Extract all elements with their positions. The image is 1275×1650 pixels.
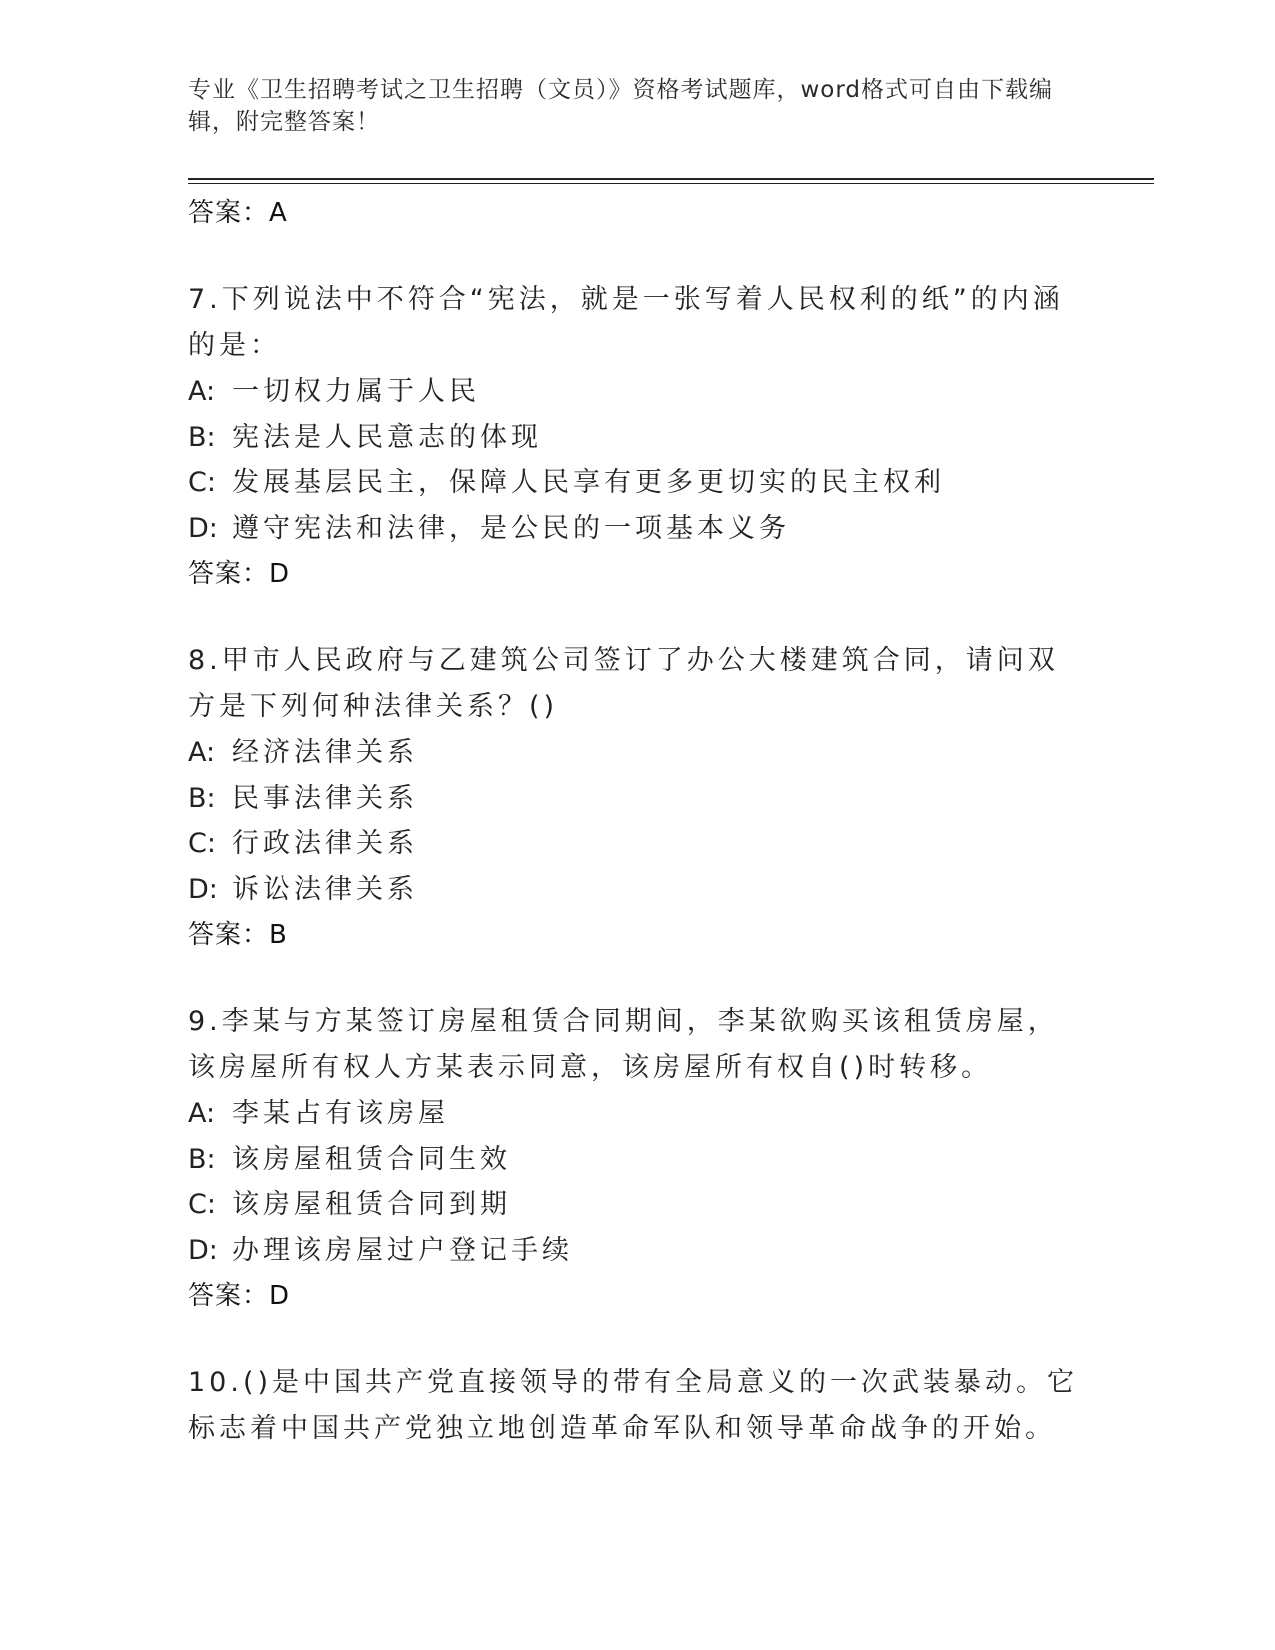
option-c xyxy=(188,460,1088,506)
option-letter: B: xyxy=(188,782,216,814)
option-a xyxy=(188,730,1088,776)
question-10 xyxy=(188,1360,1088,1452)
option-b xyxy=(188,415,1088,461)
question-answer: 答案：D xyxy=(188,559,291,589)
option-letter: A: xyxy=(188,737,216,768)
question-stem: 7.下列说法中不符合“宪法，就是一张写着人民权利的纸”的内涵的是： xyxy=(188,284,1064,361)
option-d xyxy=(188,1228,1088,1274)
question-7 xyxy=(188,277,1088,597)
option-letter: C: xyxy=(188,1189,216,1220)
question-answer: 答案：D xyxy=(188,1281,291,1311)
option-text: 经济法律关系 xyxy=(232,737,418,768)
question-list xyxy=(188,190,1088,1452)
option-text: 遵守宪法和法律，是公民的一项基本义务 xyxy=(232,512,790,544)
option-letter: D: xyxy=(188,512,218,544)
option-b xyxy=(188,1137,1088,1183)
option-letter: D: xyxy=(188,1234,218,1266)
option-text: 该房屋租赁合同到期 xyxy=(232,1189,511,1220)
header-divider-thin xyxy=(188,183,1154,184)
option-letter: D: xyxy=(188,873,218,905)
question-stem: 9.李某与方某签订房屋租赁合同期间，李某欲购买该租赁房屋，该房屋所有权人方某表示同意，该房屋所有权自()时转移。 xyxy=(188,1006,1059,1083)
question-stem: 8.甲市人民政府与乙建筑公司签订了办公大楼建筑合同，请问双方是下列何种法律关系？() xyxy=(188,645,1059,722)
question-8 xyxy=(188,638,1088,958)
option-letter: B: xyxy=(188,421,216,453)
option-a xyxy=(188,369,1088,415)
option-text: 民事法律关系 xyxy=(232,782,418,814)
option-text: 一切权力属于人民 xyxy=(232,376,480,407)
option-d xyxy=(188,867,1088,913)
question-stem: 10.()是中国共产党直接领导的带有全局意义的一次武装暴动。它标志着中国共产党独立地创造革命军队和领导革命战争的开始。 xyxy=(188,1367,1079,1444)
option-d xyxy=(188,506,1088,552)
option-text: 李某占有该房屋 xyxy=(232,1098,449,1129)
option-a xyxy=(188,1091,1088,1137)
option-text: 宪法是人民意志的体现 xyxy=(232,421,542,453)
option-text: 办理该房屋过户登记手续 xyxy=(232,1234,573,1266)
option-letter: C: xyxy=(188,828,216,859)
option-letter: B: xyxy=(188,1143,216,1175)
header-divider-thick xyxy=(188,178,1154,180)
previous-answer: 答案：A xyxy=(188,198,288,228)
option-letter: A: xyxy=(188,376,216,407)
option-b xyxy=(188,776,1088,822)
question-answer: 答案：B xyxy=(188,920,288,950)
option-text: 行政法律关系 xyxy=(232,828,418,859)
question-9 xyxy=(188,999,1088,1319)
option-c xyxy=(188,821,1088,867)
option-c xyxy=(188,1182,1088,1228)
option-text: 发展基层民主，保障人民享有更多更切实的民主权利 xyxy=(232,467,945,498)
option-letter: C: xyxy=(188,467,216,498)
option-text: 该房屋租赁合同生效 xyxy=(232,1143,511,1175)
option-letter: A: xyxy=(188,1098,216,1129)
option-text: 诉讼法律关系 xyxy=(232,873,418,905)
page-header: 专业《卫生招聘考试之卫生招聘（文员）》资格考试题库，word格式可自由下载编辑，附完整答案！ xyxy=(188,77,1054,135)
